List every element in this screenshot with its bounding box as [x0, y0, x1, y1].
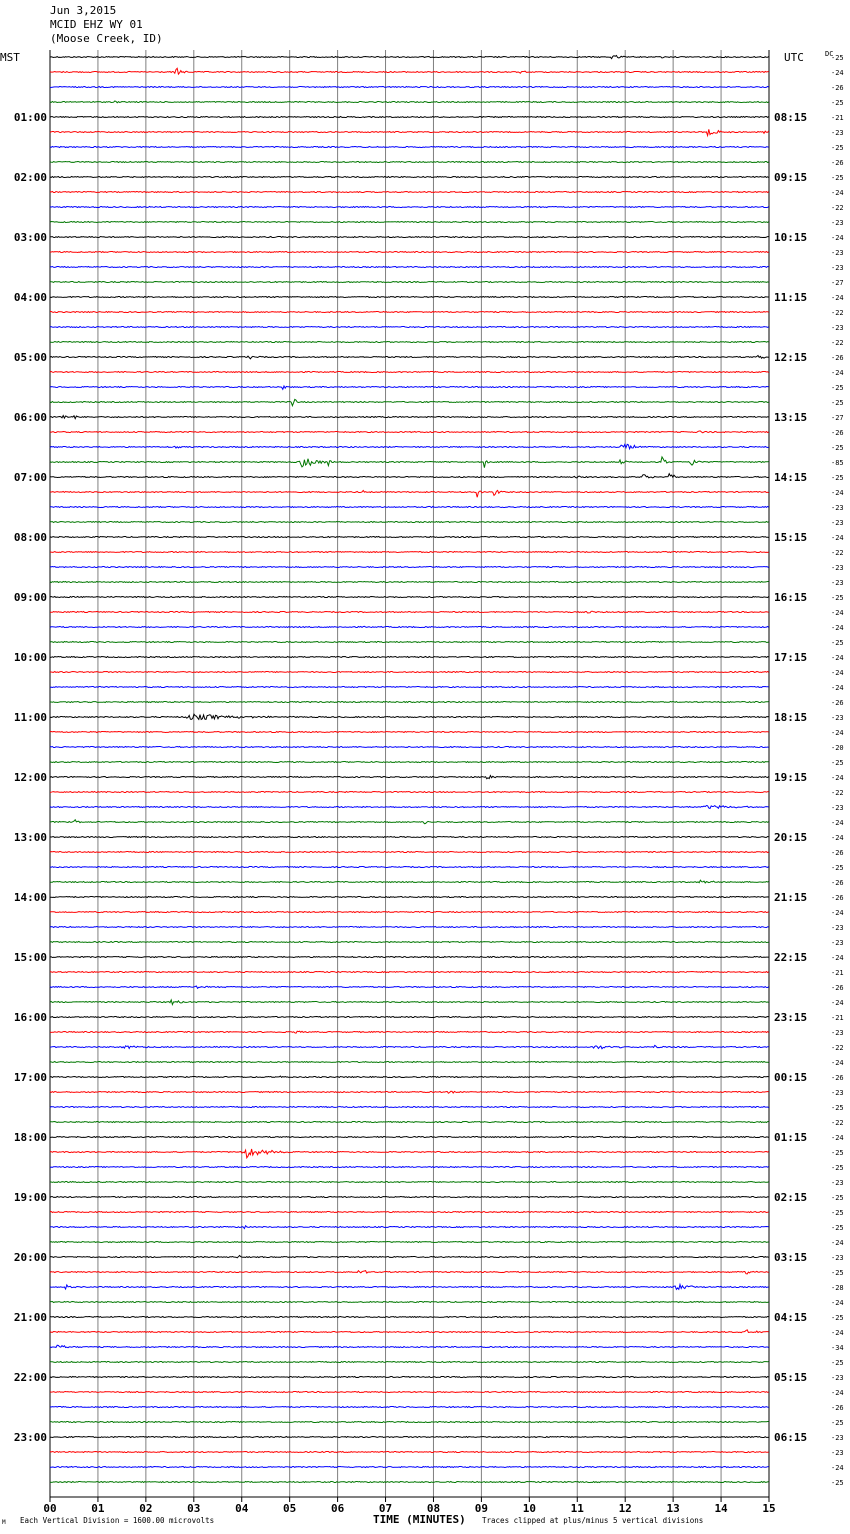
dc-offset-label: -25 [831, 1209, 844, 1217]
x-tick-label: 02 [139, 1502, 153, 1515]
seismic-trace [50, 147, 769, 148]
seismic-trace [50, 1452, 769, 1453]
dc-offset-label: -21 [831, 114, 844, 122]
seismic-trace [50, 1017, 769, 1018]
dc-offset-label: -25 [831, 864, 844, 872]
right-hour-label: 05:15 [774, 1371, 808, 1384]
left-hour-label: 20:00 [13, 1251, 47, 1264]
seismic-trace [50, 732, 769, 733]
seismic-trace [50, 714, 769, 719]
x-tick-label: 00 [43, 1502, 57, 1515]
dc-offset-label: -24 [831, 1134, 844, 1142]
x-tick-label: 05 [283, 1502, 297, 1515]
dc-offset-label: -23 [831, 264, 844, 272]
dc-offset-label: -25 [831, 594, 844, 602]
dc-offset-label: -23 [831, 504, 844, 512]
seismic-trace [50, 852, 769, 853]
x-tick-label: 07 [378, 1502, 393, 1515]
seismic-trace [50, 372, 769, 373]
x-tick-label: 06 [330, 1502, 345, 1515]
station-code: MCID EHZ WY 01 [50, 18, 143, 31]
seismic-trace [50, 1122, 769, 1123]
seismic-trace [50, 252, 769, 253]
dc-offset-label: -23 [831, 579, 844, 587]
dc-offset-label: -24 [831, 954, 844, 962]
left-hour-label: 23:00 [13, 1431, 47, 1444]
seismic-trace [50, 1285, 769, 1290]
seismic-trace [50, 1302, 769, 1303]
dc-offset-label: -25 [831, 1359, 844, 1367]
seismic-trace [50, 177, 769, 178]
seismic-trace [50, 626, 769, 627]
dc-offset-label: -26 [831, 159, 844, 167]
seismic-trace [50, 327, 769, 328]
right-hour-label: 01:15 [774, 1131, 808, 1144]
dc-offset-label: -22 [831, 789, 844, 797]
right-hour-label: 10:15 [774, 231, 808, 244]
seismic-trace [50, 457, 769, 468]
seismic-trace [50, 1149, 769, 1158]
right-hour-label: 23:15 [774, 1011, 808, 1024]
seismic-trace [50, 1182, 769, 1183]
right-hour-label: 09:15 [774, 171, 808, 184]
corner-mark: M [2, 1519, 6, 1526]
seismic-trace [50, 297, 769, 298]
dc-offset-label: -25 [831, 759, 844, 767]
seismic-trace [50, 1317, 769, 1318]
seismic-trace [50, 1422, 769, 1423]
dc-offset-label: -26 [831, 429, 844, 437]
seismic-trace [50, 837, 769, 838]
seismic-trace [50, 1377, 769, 1378]
dc-offset-label: -23 [831, 939, 844, 947]
seismic-trace [50, 68, 769, 74]
left-hour-label: 14:00 [13, 891, 47, 904]
dc-offset-label: -25 [831, 384, 844, 392]
seismic-trace [50, 207, 769, 208]
dc-offset-label: -25 [831, 399, 844, 407]
dc-offset-label: -24 [831, 834, 844, 842]
right-hour-label: 19:15 [774, 771, 808, 784]
dc-column-label: DC [825, 50, 834, 58]
x-tick-label: 01 [91, 1502, 105, 1515]
left-timezone-label: MST [0, 51, 20, 64]
seismic-trace [50, 880, 769, 883]
right-timezone-label: UTC [784, 51, 804, 64]
dc-offset-label: -23 [831, 1254, 844, 1262]
seismic-trace [50, 1242, 769, 1243]
seismic-trace [50, 237, 769, 238]
scale-note: Each Vertical Division = 1600.00 microvolts [20, 1516, 215, 1525]
left-hour-label: 05:00 [13, 351, 47, 364]
seismic-trace [50, 399, 769, 405]
seismic-trace [50, 702, 769, 703]
dc-offset-label: -23 [831, 1374, 844, 1382]
dc-offset-label: -22 [831, 549, 844, 557]
dc-offset-label: -25 [831, 444, 844, 452]
dc-offset-label: -25 [831, 1269, 844, 1277]
seismic-trace [50, 642, 769, 643]
dc-offset-label: -26 [831, 894, 844, 902]
seismic-trace [50, 416, 769, 419]
seismic-trace [50, 927, 769, 928]
right-hour-label: 06:15 [774, 1431, 808, 1444]
dc-offset-label: -26 [831, 699, 844, 707]
seismic-trace [50, 506, 769, 507]
seismic-trace [50, 1167, 769, 1168]
dc-offset-label: -26 [831, 354, 844, 362]
right-hour-label: 12:15 [774, 351, 808, 364]
x-tick-label: 08 [426, 1502, 441, 1515]
left-hour-label: 01:00 [13, 111, 47, 124]
dc-offset-label: -23 [831, 564, 844, 572]
seismic-trace [50, 867, 769, 868]
right-hour-label: 11:15 [774, 291, 808, 304]
dc-offset-label: -23 [831, 1089, 844, 1097]
seismic-trace [50, 444, 769, 449]
seismic-trace [50, 1392, 769, 1393]
dc-offset-label: -24 [831, 654, 844, 662]
seismic-trace [50, 611, 769, 613]
x-tick-label: 03 [187, 1502, 201, 1515]
x-tick-label: 04 [235, 1502, 249, 1515]
seismic-trace [50, 342, 769, 343]
seismic-trace [50, 1076, 769, 1078]
seismic-trace [50, 672, 769, 673]
dc-offset-label: -22 [831, 1044, 844, 1052]
seismic-trace [50, 552, 769, 553]
dc-offset-label: -24 [831, 1464, 844, 1472]
dc-offset-label: -24 [831, 1329, 844, 1337]
seismic-trace [50, 657, 769, 658]
dc-offset-label: -24 [831, 774, 844, 782]
left-hour-label: 13:00 [13, 831, 47, 844]
seismic-trace [50, 1345, 769, 1348]
left-hour-label: 09:00 [13, 591, 47, 604]
seismic-trace [50, 267, 769, 268]
dc-offset-label: -24 [831, 624, 844, 632]
plot-date: Jun 3,2015 [50, 4, 117, 17]
dc-offset-label: -22 [831, 309, 844, 317]
seismic-trace [50, 687, 769, 688]
dc-offset-label: -26 [831, 879, 844, 887]
dc-offset-label: -34 [831, 1344, 844, 1352]
dc-offset-label: -25 [831, 54, 844, 62]
seismic-trace [50, 522, 769, 523]
dc-offset-label: -24 [831, 1299, 844, 1307]
dc-offset-label: -25 [831, 1419, 844, 1427]
dc-offset-label: -24 [831, 1389, 844, 1397]
dc-offset-label: -24 [831, 294, 844, 302]
dc-offset-label: -24 [831, 69, 844, 77]
left-hour-label: 17:00 [13, 1071, 47, 1084]
right-hour-label: 22:15 [774, 951, 808, 964]
left-hour-label: 18:00 [13, 1131, 47, 1144]
dc-offset-label: -24 [831, 234, 844, 242]
seismic-trace [50, 87, 769, 88]
x-tick-label: 10 [522, 1502, 536, 1515]
seismic-trace [50, 1256, 769, 1258]
dc-offset-label: -26 [831, 849, 844, 857]
seismic-trace [50, 762, 769, 763]
dc-offset-label: -24 [831, 609, 844, 617]
dc-offset-label: -27 [831, 279, 844, 287]
left-hour-label: 22:00 [13, 1371, 47, 1384]
right-hour-label: 14:15 [774, 471, 808, 484]
dc-offset-label: -24 [831, 1239, 844, 1247]
right-hour-label: 18:15 [774, 711, 808, 724]
dc-offset-label: -24 [831, 999, 844, 1007]
dc-offset-label: -26 [831, 84, 844, 92]
dc-offset-label: -25 [831, 1479, 844, 1487]
left-hour-label: 02:00 [13, 171, 47, 184]
right-hour-label: 21:15 [774, 891, 808, 904]
dc-offset-label: -27 [831, 414, 844, 422]
x-tick-label: 09 [474, 1502, 489, 1515]
seismic-trace [50, 792, 769, 793]
seismic-trace [50, 56, 769, 59]
left-hour-label: 06:00 [13, 411, 47, 424]
seismic-trace [50, 490, 769, 497]
seismic-trace [50, 222, 769, 223]
station-location: (Moose Creek, ID) [50, 32, 163, 45]
seismic-trace [50, 1407, 769, 1408]
right-hour-label: 00:15 [774, 1071, 808, 1084]
seismic-trace [50, 957, 769, 958]
dc-offset-label: -25 [831, 639, 844, 647]
seismic-trace [50, 972, 769, 973]
dc-offset-label: -22 [831, 339, 844, 347]
seismic-trace [50, 162, 769, 163]
seismic-trace [50, 942, 769, 943]
left-hour-label: 10:00 [13, 651, 47, 664]
seismic-trace [50, 312, 769, 313]
dc-offset-label: -21 [831, 969, 844, 977]
dc-offset-label: -23 [831, 219, 844, 227]
dc-offset-label: -26 [831, 984, 844, 992]
seismic-trace [50, 1091, 769, 1093]
right-hour-label: 02:15 [774, 1191, 808, 1204]
seismic-trace [50, 820, 769, 824]
x-tick-label: 15 [762, 1502, 776, 1515]
dc-offset-label: -24 [831, 819, 844, 827]
seismic-trace [50, 1437, 769, 1438]
dc-offset-label: -24 [831, 669, 844, 677]
seismic-trace [50, 776, 769, 779]
x-tick-label: 13 [666, 1502, 680, 1515]
seismic-trace [50, 1045, 769, 1048]
seismic-trace [50, 986, 769, 988]
left-hour-label: 21:00 [13, 1311, 47, 1324]
clip-note: Traces clipped at plus/minus 5 vertical divisions [482, 1516, 704, 1525]
dc-offset-label: -25 [831, 1224, 844, 1232]
right-hour-label: 03:15 [774, 1251, 808, 1264]
seismic-trace [50, 597, 769, 598]
left-hour-label: 16:00 [13, 1011, 47, 1024]
seismic-trace [50, 1062, 769, 1063]
dc-offset-label: -25 [831, 1194, 844, 1202]
dc-offset-label: -25 [831, 1149, 844, 1157]
right-hour-label: 16:15 [774, 591, 808, 604]
seismic-trace [50, 1362, 769, 1363]
seismic-trace [50, 1271, 769, 1274]
seismic-trace [50, 582, 769, 583]
left-hour-label: 19:00 [13, 1191, 47, 1204]
dc-offset-label: -85 [831, 459, 844, 467]
dc-offset-label: -25 [831, 1164, 844, 1172]
dc-offset-label: -24 [831, 1059, 844, 1067]
dc-offset-label: -24 [831, 189, 844, 197]
x-axis-title: TIME (MINUTES) [373, 1513, 466, 1526]
seismic-trace [50, 1330, 769, 1333]
dc-offset-label: -20 [831, 744, 844, 752]
seismic-trace [50, 1212, 769, 1213]
seismic-trace [50, 1226, 769, 1229]
dc-offset-label: -25 [831, 1104, 844, 1112]
seismic-trace [50, 282, 769, 283]
dc-offset-label: -23 [831, 1434, 844, 1442]
seismic-trace [50, 1000, 769, 1005]
dc-offset-label: -25 [831, 474, 844, 482]
dc-offset-label: -24 [831, 729, 844, 737]
seismic-trace [50, 747, 769, 748]
right-hour-label: 20:15 [774, 831, 808, 844]
right-hour-label: 04:15 [774, 1311, 808, 1324]
dc-offset-label: -21 [831, 1014, 844, 1022]
dc-offset-label: -25 [831, 99, 844, 107]
seismic-trace [50, 537, 769, 538]
seismic-trace [50, 474, 769, 478]
left-hour-label: 12:00 [13, 771, 47, 784]
seismic-trace [50, 1137, 769, 1138]
right-hour-label: 13:15 [774, 411, 808, 424]
dc-offset-label: -23 [831, 519, 844, 527]
right-hour-label: 17:15 [774, 651, 808, 664]
dc-offset-label: -24 [831, 684, 844, 692]
dc-offset-label: -23 [831, 249, 844, 257]
dc-offset-label: -23 [831, 129, 844, 137]
seismic-trace [50, 567, 769, 568]
x-tick-label: 12 [618, 1502, 632, 1515]
dc-offset-label: -23 [831, 924, 844, 932]
seismic-trace [50, 897, 769, 898]
seismic-trace [50, 1197, 769, 1198]
dc-offset-label: -24 [831, 534, 844, 542]
dc-offset-label: -26 [831, 1074, 844, 1082]
x-tick-label: 11 [570, 1502, 584, 1515]
seismic-trace [50, 1031, 769, 1033]
dc-offset-label: -25 [831, 144, 844, 152]
seismic-trace [50, 912, 769, 913]
seismic-trace [50, 386, 769, 389]
left-hour-label: 03:00 [13, 231, 47, 244]
right-hour-label: 08:15 [774, 111, 808, 124]
dc-offset-label: -23 [831, 1179, 844, 1187]
left-hour-label: 08:00 [13, 531, 47, 544]
dc-offset-label: -23 [831, 714, 844, 722]
left-hour-label: 04:00 [13, 291, 47, 304]
dc-offset-label: -25 [831, 174, 844, 182]
dc-offset-label: -28 [831, 1284, 844, 1292]
seismic-trace [50, 101, 769, 103]
dc-offset-label: -22 [831, 204, 844, 212]
left-hour-label: 15:00 [13, 951, 47, 964]
x-tick-label: 14 [714, 1502, 728, 1515]
seismic-trace [50, 192, 769, 193]
dc-offset-label: -22 [831, 1119, 844, 1127]
left-hour-label: 07:00 [13, 471, 47, 484]
seismic-trace [50, 806, 769, 809]
right-hour-label: 15:15 [774, 531, 808, 544]
dc-offset-label: -23 [831, 804, 844, 812]
seismic-trace [50, 1482, 769, 1483]
dc-offset-label: -23 [831, 1449, 844, 1457]
left-hour-label: 11:00 [13, 711, 47, 724]
seismic-trace [50, 431, 769, 433]
dc-offset-label: -23 [831, 1029, 844, 1037]
dc-offset-label: -23 [831, 324, 844, 332]
seismic-trace [50, 129, 769, 135]
dc-offset-label: -26 [831, 1404, 844, 1412]
dc-offset-label: -24 [831, 489, 844, 497]
dc-offset-label: -24 [831, 909, 844, 917]
seismic-trace [50, 356, 769, 359]
dc-offset-label: -25 [831, 1314, 844, 1322]
seismic-trace [50, 117, 769, 118]
seismic-trace [50, 1467, 769, 1468]
dc-offset-label: -24 [831, 369, 844, 377]
seismic-trace [50, 1107, 769, 1108]
